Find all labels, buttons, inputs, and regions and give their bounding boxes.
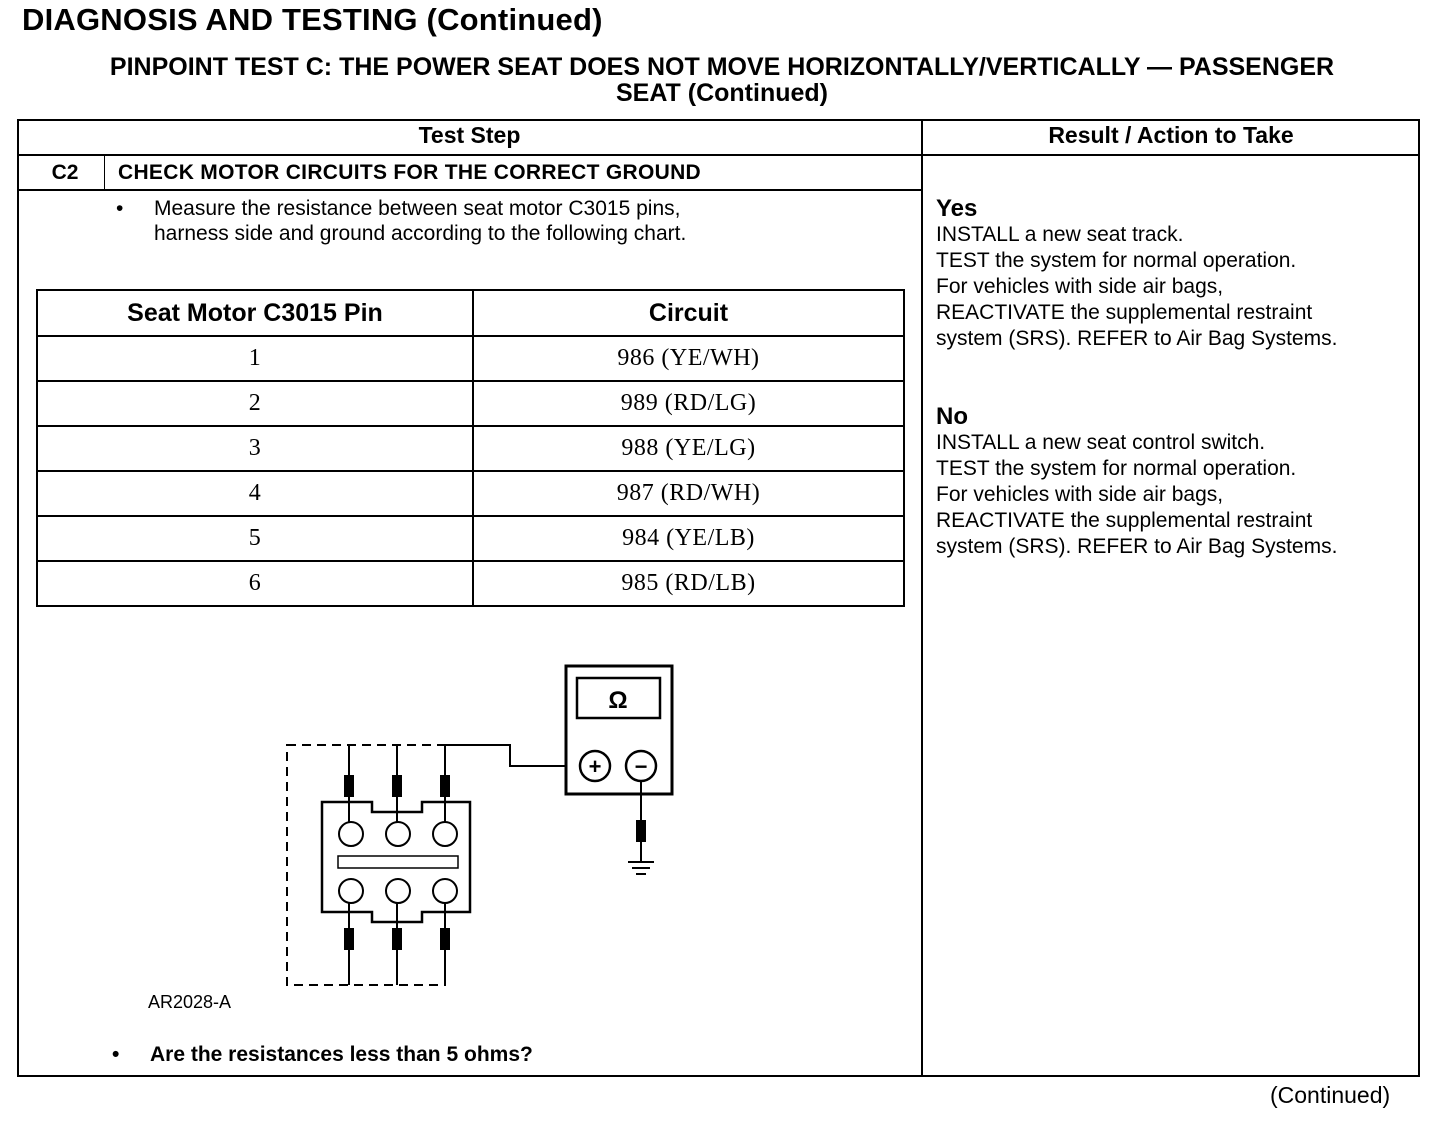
probe-icon <box>344 928 354 950</box>
connector-pin-icon <box>339 879 363 903</box>
pin-cell: 3 <box>37 426 473 471</box>
bullet: • <box>116 197 124 220</box>
circuit-cell: 986 (YE/WH) <box>473 336 904 381</box>
circuit-cell: 984 (YE/LB) <box>473 516 904 561</box>
continued-note: (Continued) <box>1270 1082 1391 1108</box>
chart-header-circuit: Circuit <box>473 290 904 336</box>
pin-cell: 2 <box>37 381 473 426</box>
result-no-label: No <box>936 403 968 430</box>
probe-icon <box>392 928 402 950</box>
result-line: REACTIVATE the supplemental restraint <box>936 301 1313 324</box>
pin-cell: 1 <box>37 336 473 381</box>
result-line: TEST the system for normal operation. <box>936 249 1297 272</box>
pin-cell: 5 <box>37 516 473 561</box>
table-row <box>37 471 904 516</box>
result-line: For vehicles with side air bags, <box>936 275 1224 298</box>
result-line: system (SRS). REFER to Air Bag Systems. <box>936 535 1338 558</box>
chart-header-row <box>37 290 904 336</box>
meter-connector-diagram <box>280 660 700 990</box>
column-divider <box>921 119 923 1077</box>
instruction-line2: harness side and ground according to the following chart. <box>154 222 687 245</box>
test-title-line2: SEAT (Continued) <box>616 79 828 107</box>
connector-pin-icon <box>433 879 457 903</box>
result-yes-label: Yes <box>936 195 978 222</box>
probe-icon <box>392 775 402 797</box>
circuit-cell: 988 (YE/LG) <box>473 426 904 471</box>
result-line: INSTALL a new seat track. <box>936 223 1184 246</box>
instruction-line1: Measure the resistance between seat motor C3015 pins, <box>154 197 681 220</box>
column-header-test-step: Test Step <box>418 122 521 148</box>
table-row <box>37 426 904 471</box>
probe-icon <box>440 928 450 950</box>
step-title: CHECK MOTOR CIRCUITS FOR THE CORRECT GROUND <box>118 161 702 184</box>
circuit-cell: 985 (RD/LB) <box>473 561 904 606</box>
table-row <box>37 516 904 561</box>
header-rule <box>17 154 1420 156</box>
pin-cell: 6 <box>37 561 473 606</box>
pin-cell: 4 <box>37 471 473 516</box>
result-line: For vehicles with side air bags, <box>936 483 1224 506</box>
connector-pin-icon <box>433 822 457 846</box>
result-line: REACTIVATE the supplemental restraint <box>936 509 1313 532</box>
test-title-line1: PINPOINT TEST C: THE POWER SEAT DOES NOT MOVE HORIZONTALLY/VERTICALLY — PASSENGER <box>109 53 1335 81</box>
positive-lead <box>445 745 580 766</box>
ground-probe-icon <box>636 820 646 842</box>
connector-pin-icon <box>386 879 410 903</box>
result-line: TEST the system for normal operation. <box>936 457 1297 480</box>
chart-header-pin: Seat Motor C3015 Pin <box>37 290 473 336</box>
page-title: DIAGNOSIS AND TESTING (Continued) <box>22 2 603 37</box>
result-yes <box>936 196 1416 352</box>
plus-sign: + <box>588 754 602 779</box>
result-no <box>936 404 1416 560</box>
connector-pin-icon <box>386 822 410 846</box>
ohm-symbol: Ω <box>608 687 628 714</box>
pin-circuit-chart <box>36 289 905 607</box>
circuit-cell: 987 (RD/WH) <box>473 471 904 516</box>
result-line: INSTALL a new seat control switch. <box>936 431 1266 454</box>
probe-icon <box>440 775 450 797</box>
table-row <box>37 336 904 381</box>
circuit-cell: 989 (RD/LG) <box>473 381 904 426</box>
table-row <box>37 381 904 426</box>
connector-latch <box>338 856 458 868</box>
connector-pin-icon <box>339 822 363 846</box>
question-text: Are the resistances less than 5 ohms? <box>150 1043 533 1066</box>
table-row <box>37 561 904 606</box>
pinpoint-test-title <box>22 54 1422 106</box>
minus-sign: − <box>634 754 648 779</box>
step-title-rule <box>17 189 922 191</box>
figure-id: AR2028-A <box>148 992 232 1012</box>
column-header-result: Result / Action to Take <box>1048 122 1294 148</box>
step-id: C2 <box>51 161 79 184</box>
result-line: system (SRS). REFER to Air Bag Systems. <box>936 327 1338 350</box>
bullet: • <box>112 1043 120 1066</box>
probe-icon <box>344 775 354 797</box>
